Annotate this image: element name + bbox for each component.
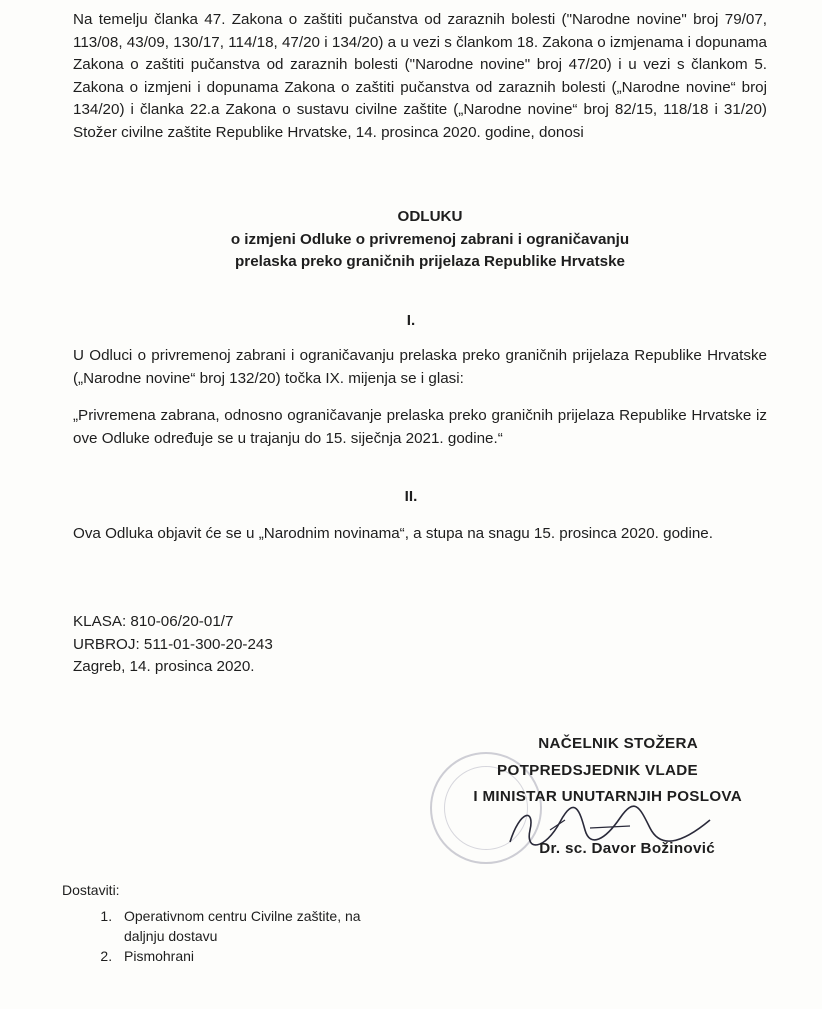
section-1-paragraph-2: „Privremena zabrana, odnosno ograničavanje prelaska preko graničnih prijelaza Republike Hrvatske iz ove Odluke određuje se u trajanju do 15. siječnja 2021. godine.“ — [73, 407, 767, 447]
document-identifiers — [73, 611, 273, 679]
title-line-2: prelaska preko graničnih prijelaza Republike Hrvatske — [235, 253, 625, 270]
title-line-1: o izmjeni Odluke o privremenoj zabrani i ograničavanju — [230, 230, 630, 248]
signatory-name: Dr. sc. Davor Božinović — [539, 840, 715, 857]
preamble-paragraph: Na temelju članka 47. Zakona o zaštiti pučanstva od zaraznih bolesti ("Narodne novine" broj 79/07, 113/08, 43/09, 130/17, 114/18, 47/20 i 134/20) a u vezi s člankom 18. Zakona o izmjenama i dopunama Zakona o zaštiti pučanstva od zaraznih bolesti ("Narodne novine" broj 47/20) i u vezi s člankom 5. Zakona o izmjeni i dopunama Zakona o zaštiti pučanstva od zaraznih bolesti („Narodne novine“ broj 134/20) i članka 22.a Zakona o sustavu civilne zaštite („Narodne novine“ broj 82/15, 118/18 i 31/20) Stožer civilne zaštite Republike Hrvatske, 14. prosinca 2020. godine, donosi — [73, 11, 767, 141]
delivery-label: Dostaviti: — [62, 882, 120, 898]
place-date-line: Zagreb, 14. prosinca 2020. — [73, 658, 255, 675]
section-numeral-2: II. — [404, 488, 418, 505]
urbroj-line: URBROJ: 511-01-300-20-243 — [73, 635, 273, 653]
title-heading: ODLUKU — [397, 208, 463, 225]
decision-title — [60, 206, 800, 274]
signatory-title-1: NAČELNIK STOŽERA — [538, 735, 698, 752]
section-2-paragraph: Ova Odluka objavit će se u „Narodnim novinama“, a stupa na snagu 15. prosinca 2020. godine. — [73, 525, 713, 542]
delivery-list — [62, 880, 394, 966]
signatory-title-3: I MINISTAR UNUTARNJIH POSLOVA — [473, 788, 742, 805]
delivery-item: 1. Operativnom centru Civilne zaštite, na daljnju dostavu — [116, 906, 394, 946]
section-1-paragraph-1: U Odluci o privremenoj zabrani i ograničavanju prelaska preko graničnih prijelaza Republike Hrvatske („Narodne novine“ broj 132/20) točka IX. mijenja se i glasi: — [73, 347, 767, 387]
klasa-line: KLASA: 810-06/20-01/7 — [73, 613, 234, 630]
signature-block — [430, 730, 760, 900]
section-numeral-1: I. — [406, 312, 416, 329]
signatory-title-2: POTPREDSJEDNIK VLADE — [497, 762, 698, 779]
delivery-item: 2. Pismohrani — [116, 946, 394, 966]
